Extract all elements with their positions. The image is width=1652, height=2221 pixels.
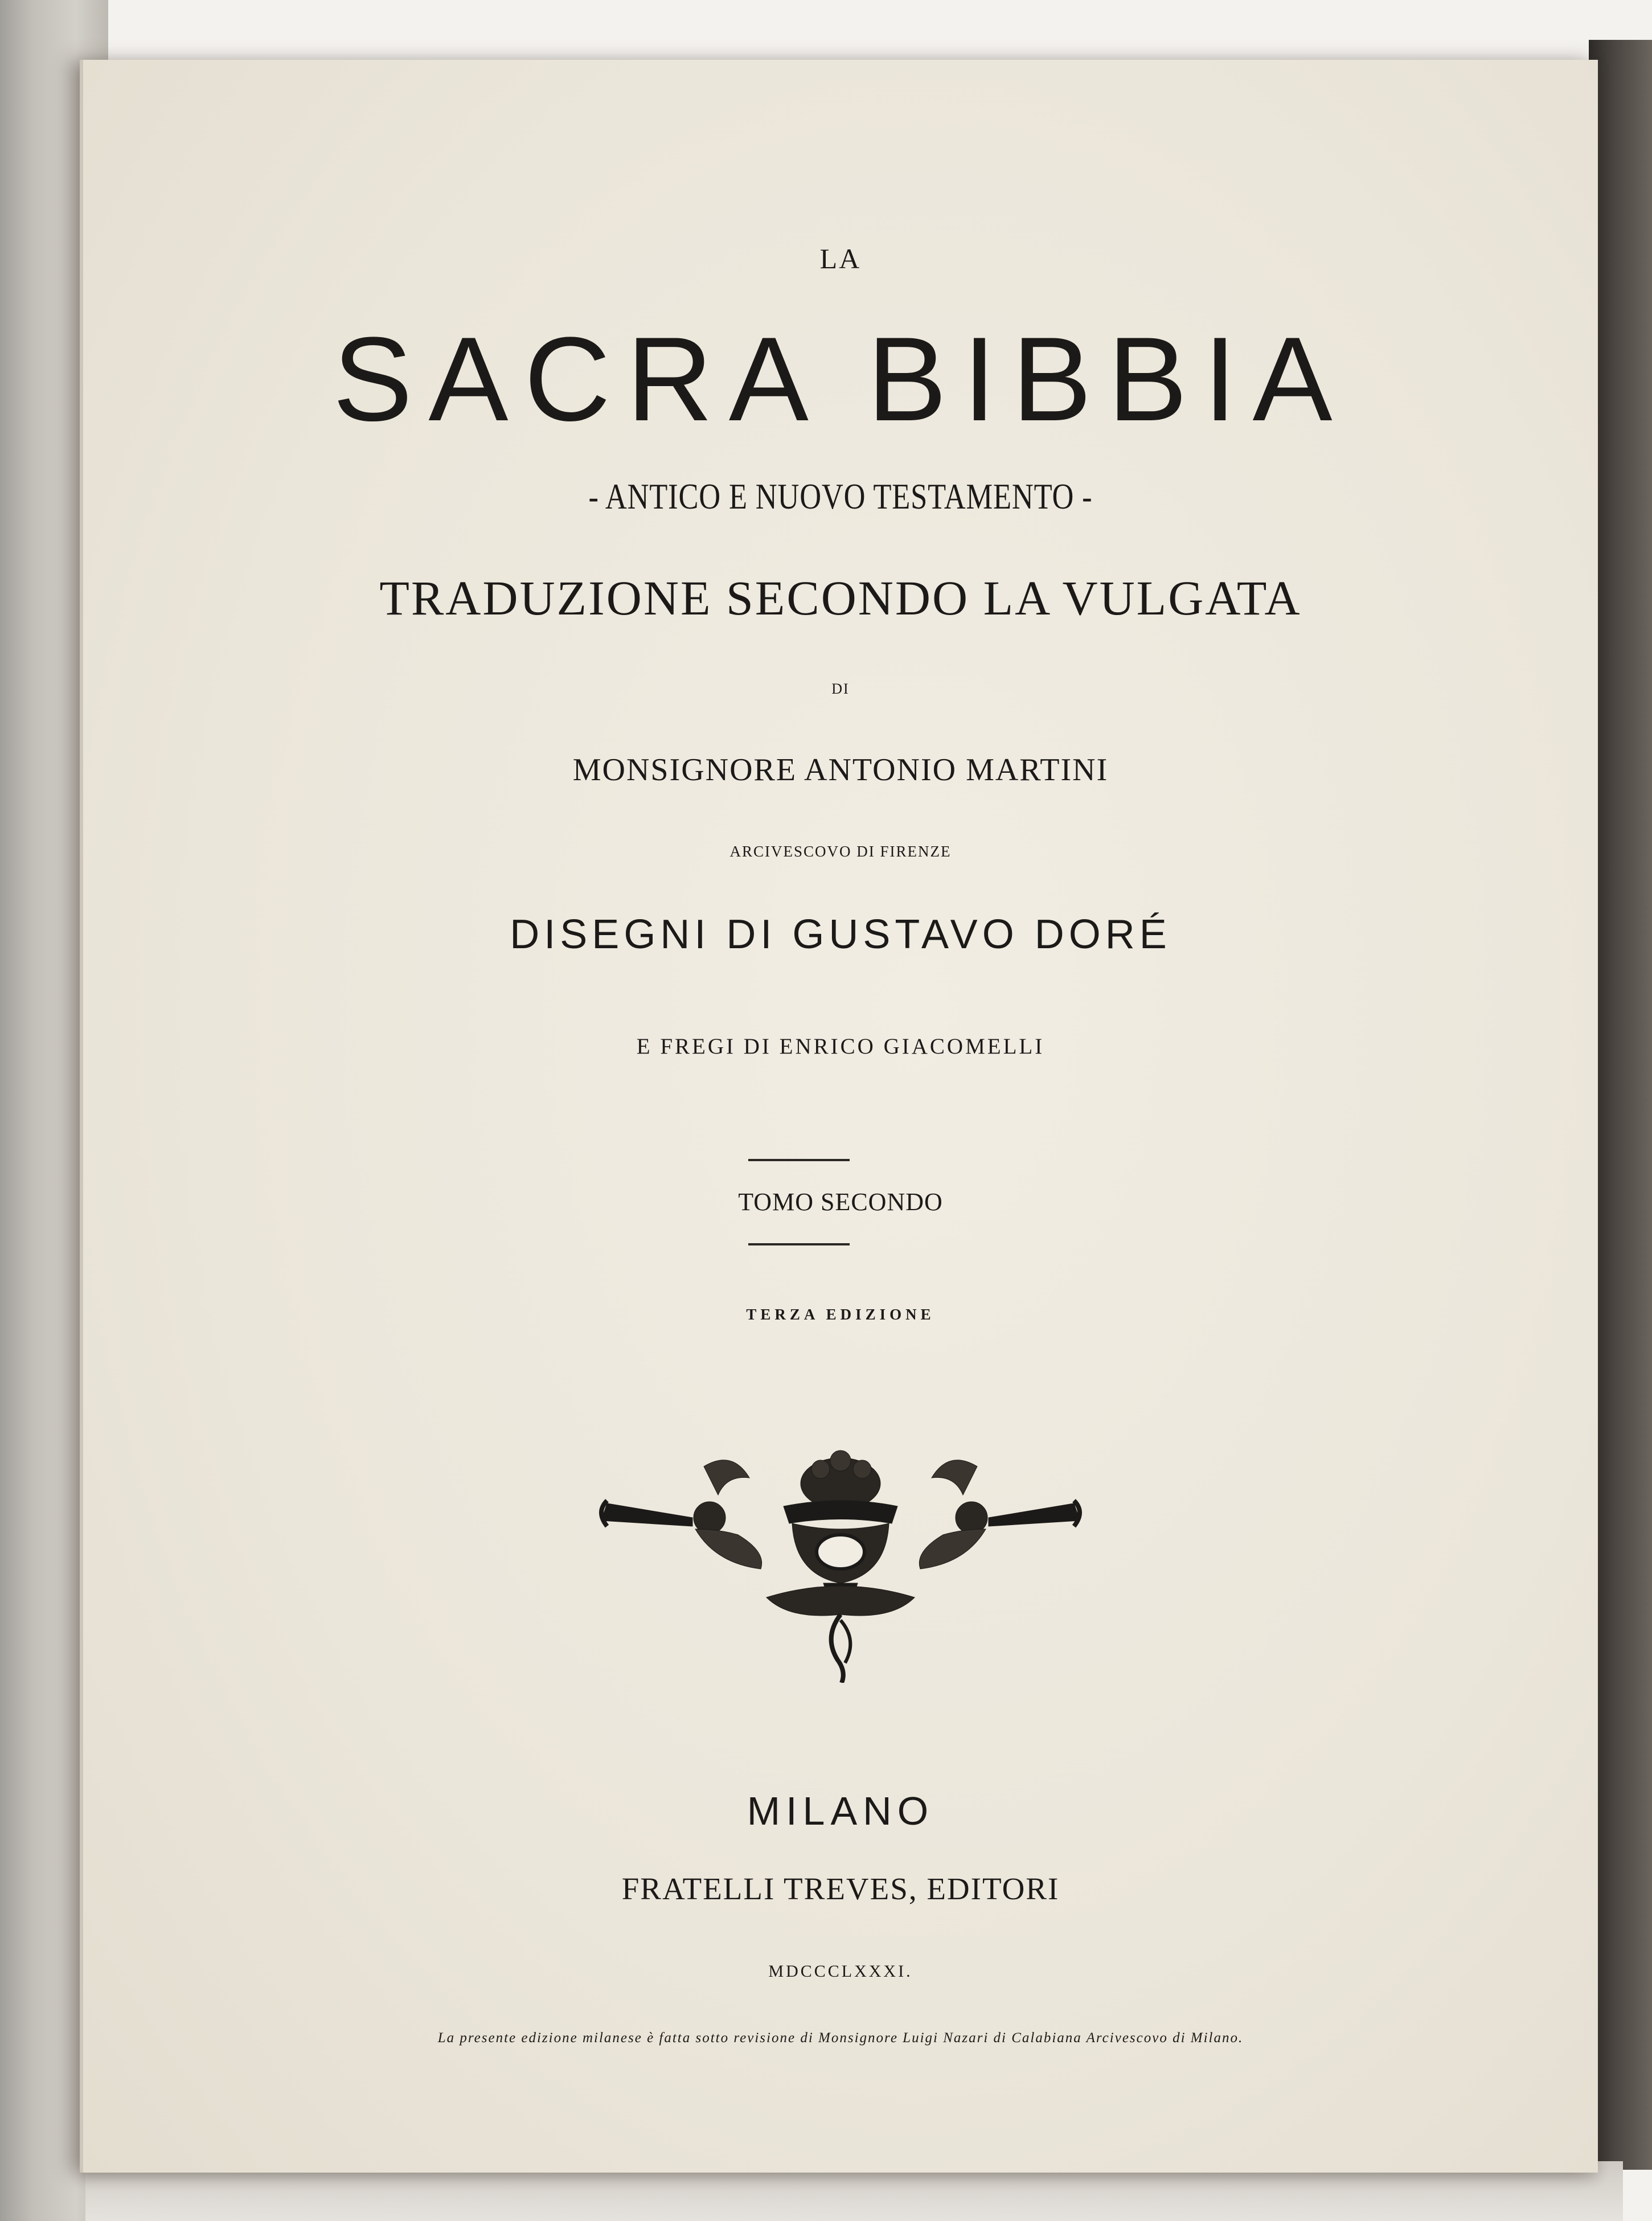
publisher-line: FRATELLI TREVES, EDITORI: [621, 1871, 1060, 1906]
rule-top: [748, 1159, 850, 1161]
book-cover-edge: [1589, 40, 1652, 2170]
main-title: SACRA BIBBIA: [333, 312, 1348, 446]
decorator-line: E FREGI DI ENRICO GIACOMELLI: [636, 1034, 1045, 1059]
title-article: LA: [819, 243, 862, 274]
rule-bottom: [748, 1243, 850, 1245]
translator-name: MONSIGNORE ANTONIO MARTINI: [572, 752, 1109, 788]
year-line: MDCCCLXXXI.: [768, 1962, 913, 1981]
angels-trumpets-urn-ornament-icon: [596, 1444, 1085, 1683]
edition-line: TERZA EDIZIONE: [746, 1306, 935, 1323]
by-line: DI: [831, 681, 850, 697]
volume-line: TOMO SECONDO: [738, 1188, 943, 1216]
subtitle: - ANTICO E NUOVO TESTAMENTO -: [588, 476, 1093, 517]
revision-note: La presente edizione milanese è fatta sotto revisione di Monsignore Luigi Nazari di Calabiana Arcivescovo di Milano.: [437, 2030, 1244, 2046]
city-line: MILANO: [747, 1789, 934, 1833]
illustrator-line: DISEGNI DI GUSTAVO DORÉ: [510, 912, 1171, 957]
translator-role: ARCIVESCOVO DI FIRENZE: [729, 843, 952, 860]
translation-line: TRADUZIONE SECONDO LA VULGATA: [379, 571, 1302, 625]
title-page: [80, 60, 1598, 2173]
